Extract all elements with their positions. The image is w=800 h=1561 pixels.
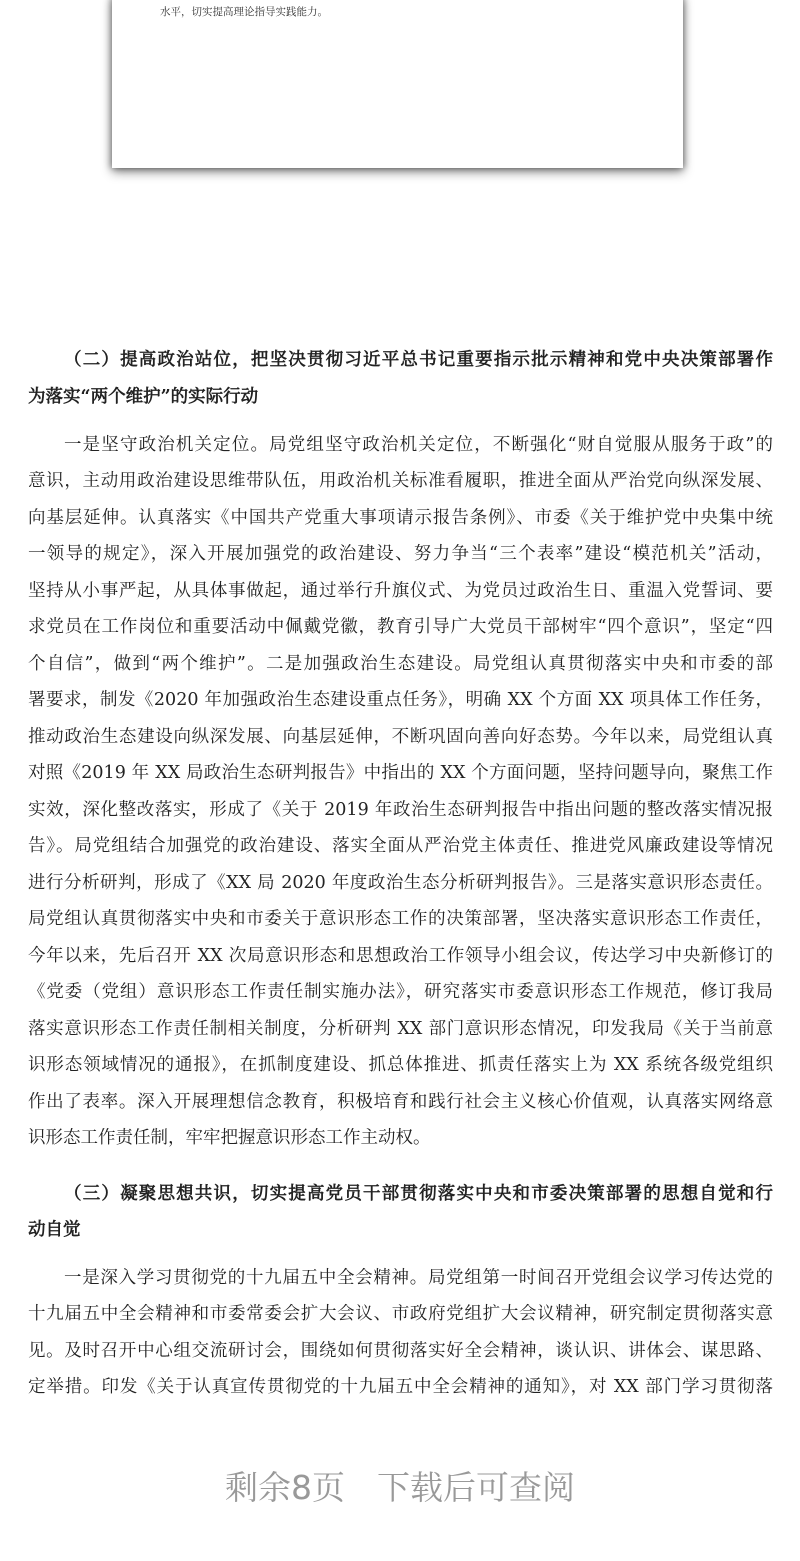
paragraph-line: 署要求，制发《2020 年加强政治生态建设重点任务》，明确 XX 个方面 XX 项具体工作任务， [28, 690, 773, 710]
preview-page-text: 水平，切实提高理论指导实践能力。 [160, 6, 328, 18]
paragraph-line: 进行分析研判，形成了《XX 局 2020 年度政治生态分析研判报告》。三是落实意识形态责任。 [28, 873, 773, 893]
paragraph-line: 落实意识形态工作责任制相关制度，分析研判 XX 部门意识形态情况，印发我局《关于当前意 [28, 1019, 773, 1039]
paragraph-line: 一是坚守政治机关定位。局党组坚守政治机关定位，不断强化“财自觉服从服务于政”的 [64, 435, 773, 455]
paragraph-line: 实效，深化整改落实，形成了《关于 2019 年政治生态研判报告中指出问题的整改落实情况报 [28, 800, 773, 820]
paragraph-line: 意识，主动用政治建设思维带队伍，用政治机关标准看履职，推进全面从严治党向纵深发展、 [28, 471, 773, 491]
paragraph-line: 一是深入学习贯彻党的十九届五中全会精神。局党组第一时间召开党组会议学习传达党的 [64, 1268, 773, 1288]
paragraph-line: 见。及时召开中心组交流研讨会，围绕如何贯彻落实好全会精神，谈认识、讲体会、谋思路、 [28, 1341, 773, 1361]
remaining-pages-text: 剩余8页 [225, 1468, 345, 1507]
paragraph-line: 向基层延伸。认真落实《中国共产党重大事项请示报告条例》、市委《关于维护党中央集中统 [28, 508, 773, 528]
download-prompt[interactable] [0, 1462, 800, 1509]
section-heading-line: （三）凝聚思想共识，切实提高党员干部贯彻落实中央和市委决策部署的思想自觉和行 [64, 1184, 773, 1204]
section-heading-line: 动自觉 [28, 1220, 81, 1240]
section-heading-line: （二）提高政治站位，把坚决贯彻习近平总书记重要指示批示精神和党中央决策部署作 [64, 350, 773, 370]
paragraph-line: 个自信”，做到“两个维护”。二是加强政治生态建设。局党组认真贯彻落实中央和市委的部 [28, 654, 773, 674]
section-heading-line: 为落实“两个维护”的实际行动 [28, 387, 259, 407]
paragraph-line: 《党委（党组）意识形态工作责任制实施办法》，研究落实市委意识形态工作规范，修订我局 [28, 982, 773, 1002]
paragraph-line: 求党员在工作岗位和重要活动中佩戴党徽，教育引导广大党员干部树牢“四个意识”，坚定“四 [28, 617, 773, 637]
paragraph-line: 推动政治生态建设向纵深发展、向基层延伸，不断巩固向善向好态势。今年以来，局党组认真 [28, 727, 773, 747]
download-to-view-text: 下载后可查阅 [377, 1468, 575, 1507]
paragraph-line: 今年以来，先后召开 XX 次局意识形态和思想政治工作领导小组会议，传达学习中央新修订的 [28, 946, 773, 966]
paragraph-line: 定举措。印发《关于认真宣传贯彻党的十九届五中全会精神的通知》，对 XX 部门学习贯彻落 [28, 1377, 773, 1397]
preview-page-card [112, 0, 683, 168]
paragraph-line: 告》。局党组结合加强党的政治建设、落实全面从严治党主体责任、推进党风廉政建设等情况 [28, 836, 773, 856]
paragraph-line: 局党组认真贯彻落实中央和市委关于意识形态工作的决策部署，坚决落实意识形态工作责任， [28, 909, 773, 929]
paragraph-line: 作出了表率。深入开展理想信念教育，积极培育和践行社会主义核心价值观，认真落实网络意 [28, 1092, 773, 1112]
paragraph-line: 对照《2019 年 XX 局政治生态研判报告》中指出的 XX 个方面问题，坚持问题导向，聚焦工作 [28, 763, 773, 783]
paragraph-line: 一领导的规定》，深入开展加强党的政治建设、努力争当“三个表率”建设“模范机关”活动， [28, 544, 773, 564]
paragraph-line: 坚持从小事严起，从具体事做起，通过举行升旗仪式、为党员过政治生日、重温入党誓词、要 [28, 581, 773, 601]
paragraph-line: 识形态领域情况的通报》，在抓制度建设、抓总体推进、抓责任落实上为 XX 系统各级党组织 [28, 1055, 773, 1075]
paragraph-line: 识形态工作责任制，牢牢把握意识形态工作主动权。 [28, 1128, 431, 1148]
paragraph-line: 十九届五中全会精神和市委常委会扩大会议、市政府党组扩大会议精神，研究制定贯彻落实意 [28, 1304, 773, 1324]
